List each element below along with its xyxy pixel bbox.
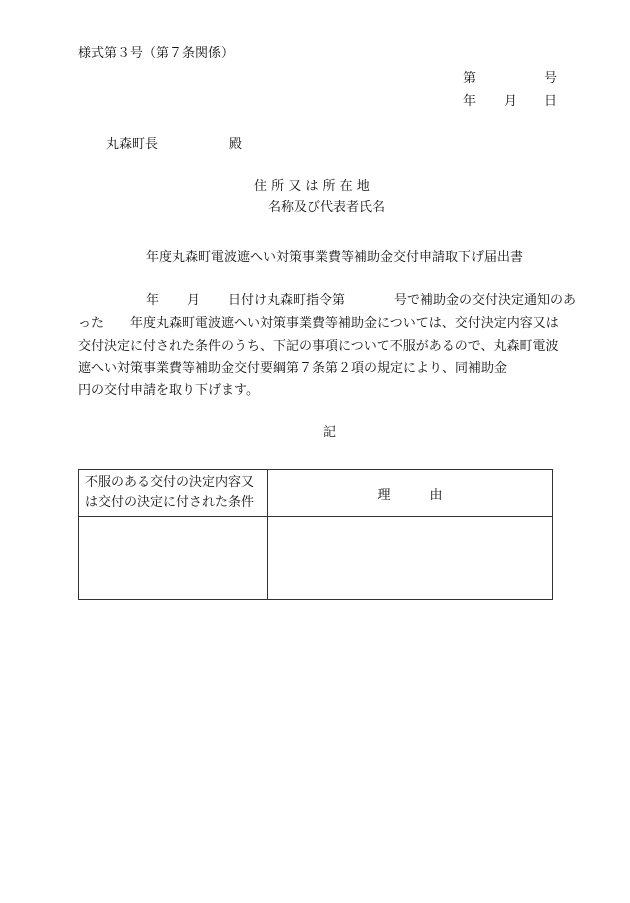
body-line3: 交付決定に付された条件のうち、下記の事項について不服があるので、丸森町電波 — [78, 339, 559, 354]
addressee-name: 丸森町長 — [106, 137, 159, 152]
body-line2-text: 年度丸森町電波遮へい対策事業費等補助金については、交付決定内容又は — [130, 316, 559, 331]
date-day: 日 — [544, 94, 558, 109]
body-line1-text: 日付け丸森町指令第 — [228, 293, 346, 308]
body-line1-text2: 号で補助金の交付決定通知のあ — [394, 293, 577, 308]
applicant-address-label: 住 所 又 は 所 在 地 — [254, 179, 370, 194]
date-year: 年 — [463, 94, 477, 109]
addressee-honorific: 殿 — [229, 137, 243, 152]
table-cell-condition[interactable] — [79, 517, 268, 600]
document-title: 年度丸森町電波遮へい対策事業費等補助金交付申請取下げ届出書 — [146, 250, 524, 265]
document-number-dai: 第 — [463, 71, 477, 86]
table-row — [79, 517, 553, 600]
body-line2-lead: った — [78, 316, 105, 331]
objection-table — [78, 469, 553, 600]
table-header-condition — [79, 470, 268, 517]
applicant-name-label: 名称及び代表者氏名 — [268, 200, 386, 215]
body-line5: 円の交付申請を取り下げます。 — [78, 383, 259, 398]
body-line1-year: 年 — [146, 293, 160, 308]
body-line1-month: 月 — [187, 293, 201, 308]
table-header-row — [79, 470, 553, 517]
table-header-condition-line1: 不服のある交付の決定内容又 — [85, 475, 255, 490]
table-header-condition-line2: は交付の決定に付された条件 — [85, 495, 255, 510]
date-month: 月 — [504, 94, 518, 109]
ki-heading: 記 — [323, 425, 337, 440]
body-line4: 遮へい対策事業費等補助金交付要綱第７条第２項の規定により、同補助金 — [78, 361, 508, 376]
document-number-go: 号 — [544, 71, 558, 86]
table-cell-reason[interactable] — [268, 517, 553, 600]
table-header-reason: 理 由 — [268, 470, 553, 517]
form-number: 様式第３号（第７条関係） — [78, 46, 235, 61]
